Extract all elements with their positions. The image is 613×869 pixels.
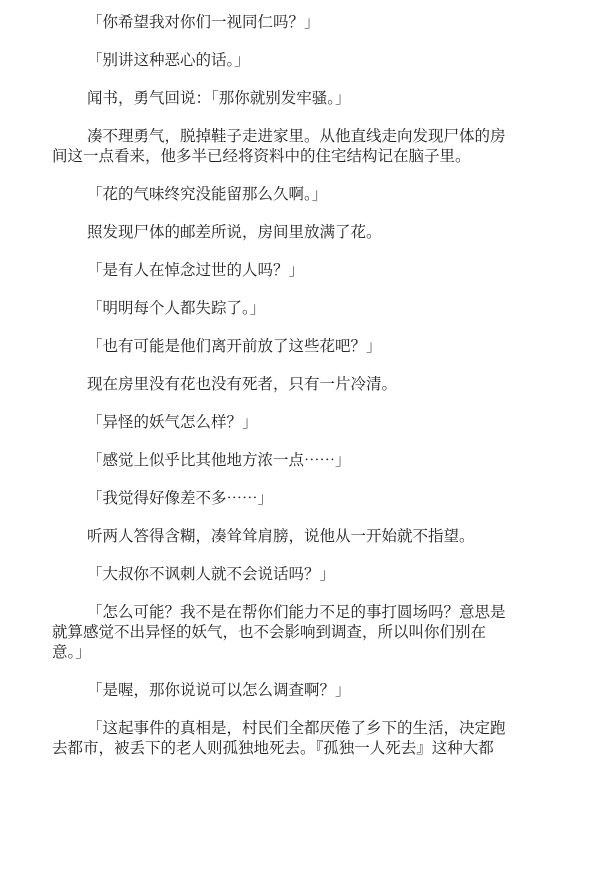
paragraph: 「别讲这种恶心的话。」 — [87, 51, 250, 69]
paragraph: 「花的气味终究没能留那么久啊。」 — [87, 185, 328, 203]
paragraph: 听两人答得含糊，凑耸耸肩膀，说他从一开始就不指望。 — [87, 527, 475, 545]
paragraph: 「是有人在悼念过世的人吗？」 — [87, 261, 305, 279]
paragraph: 「我觉得好像差不多⋯⋯」 — [87, 489, 274, 507]
paragraph: 「怎么可能？我不是在帮你们能力不足的事打圆场吗？意思是就算感觉不出异怪的妖气，也不会影响到调查，所以叫你们别在意。」 — [52, 603, 506, 661]
paragraph: 闻书，勇气回说：「那你就别发牢骚。」 — [87, 89, 351, 107]
paragraph: 凑不理勇气，脱掉鞋子走进家里。从他直线走向发现尸体的房间这一点看来，他多半已经将资料中的住宅结构记在脑子里。 — [52, 127, 506, 165]
paragraph: 「感觉上似乎比其他地方浓一点⋯⋯」 — [87, 451, 351, 469]
paragraph: 现在房里没有花也没有死者，只有一片冷清。 — [87, 375, 398, 393]
paragraph: 「是喔，那你说说可以怎么调查啊？」 — [87, 681, 351, 699]
paragraph: 「明明每个人都失踪了。」 — [87, 299, 266, 317]
paragraph: 「大叔你不讽刺人就不会说话吗？」 — [87, 565, 336, 583]
paragraph: 「也有可能是他们离开前放了这些花吧？」 — [87, 337, 382, 355]
paragraph: 「这起事件的真相是，村民们全都厌倦了乡下的生活，决定跑去都市，被丢下的老人则孤独地死去。『孤独一人死去』这种大都 — [52, 719, 506, 757]
document-page — [52, 12, 506, 776]
paragraph: 照发现尸体的邮差所说，房间里放满了花。 — [87, 223, 382, 241]
paragraph: 「异怪的妖气怎么样？」 — [87, 413, 258, 431]
paragraph: 「你希望我对你们一视同仁吗？」 — [87, 13, 320, 31]
